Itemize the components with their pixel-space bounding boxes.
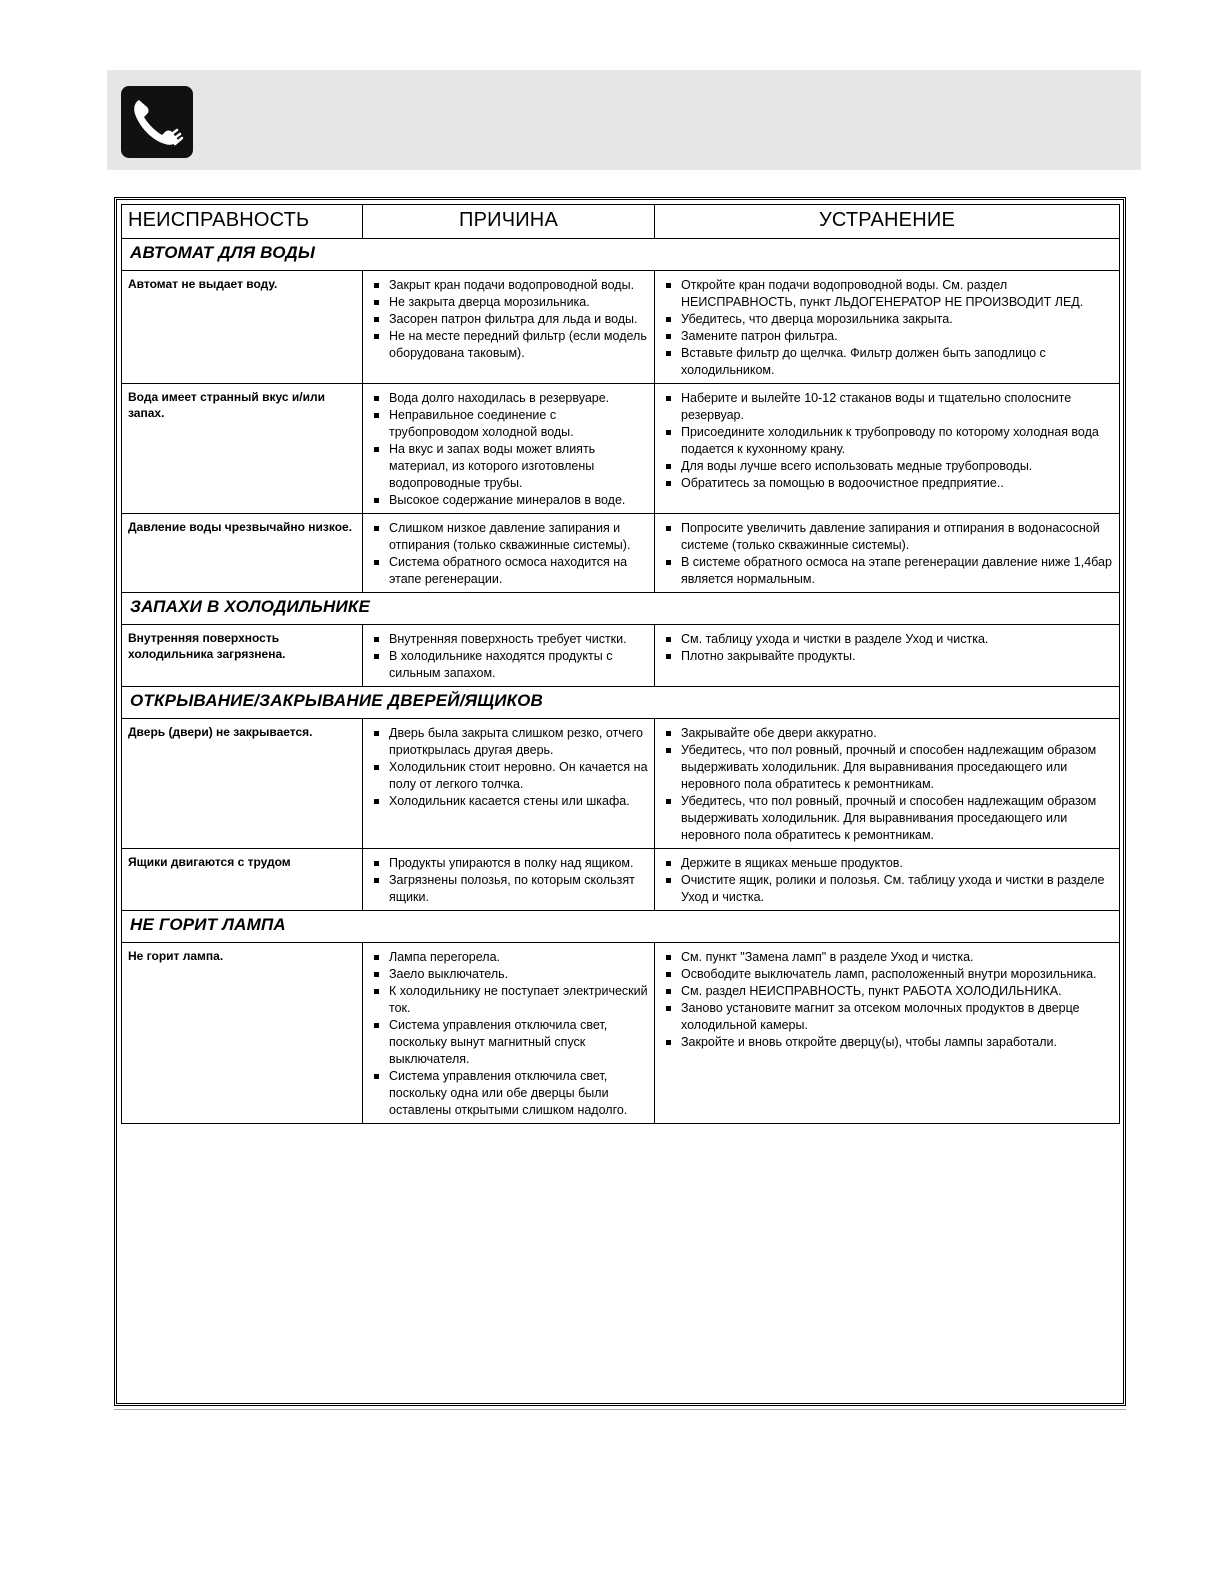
solution-list-item: Убедитесь, что пол ровный, прочный и способен надлежащим образом выдерживать холодильник. Для выравнивания проседающего или неровного пола обратитесь к ремонтникам. [663, 742, 1113, 793]
solution-cell [655, 384, 1120, 514]
cause-list-item: Внутренняя поверхность требует чистки. [371, 631, 648, 648]
cause-cell [363, 849, 655, 911]
cause-list [371, 390, 648, 509]
cause-list-item: Лампа перегорела. [371, 949, 648, 966]
problem-cell: Ящики двигаются с трудом [122, 849, 363, 911]
table-row [122, 849, 1120, 911]
cause-list-item: Холодильник касается стены или шкафа. [371, 793, 648, 810]
solution-list-item: См. таблицу ухода и чистки в разделе Уход и чистка. [663, 631, 1113, 648]
table-row [122, 625, 1120, 687]
problem-cell: Не горит лампа. [122, 943, 363, 1124]
cause-list-item: Система управления отключила свет, поскольку вынут магнитный спуск выключателя. [371, 1017, 648, 1068]
cause-list-item: Холодильник стоит неровно. Он качается на полу от легкого толчка. [371, 759, 648, 793]
header-band [107, 70, 1141, 170]
column-header-cause: ПРИЧИНА [363, 205, 655, 239]
problem-cell: Автомат не выдает воду. [122, 271, 363, 384]
troubleshooting-table-frame [114, 197, 1126, 1406]
solution-list [663, 725, 1113, 844]
table-row [122, 384, 1120, 514]
table-row [122, 271, 1120, 384]
solution-list-item: Закрывайте обе двери аккуратно. [663, 725, 1113, 742]
section-title: ОТКРЫВАНИЕ/ЗАКРЫВАНИЕ ДВЕРЕЙ/ЯЩИКОВ [122, 687, 1120, 719]
solution-list-item: Наберите и вылейте 10-12 стаканов воды и тщательно сполосните резервуар. [663, 390, 1113, 424]
solution-cell [655, 514, 1120, 593]
cause-list-item: Не на месте передний фильтр (если модель оборудована таковым). [371, 328, 648, 362]
cause-list [371, 725, 648, 810]
cause-list [371, 520, 648, 588]
section-row [122, 911, 1120, 943]
cause-cell [363, 384, 655, 514]
cause-list [371, 277, 648, 362]
cause-cell [363, 625, 655, 687]
table-body [122, 239, 1120, 1124]
cause-list-item: Дверь была закрыта слишком резко, отчего приоткрылась другая дверь. [371, 725, 648, 759]
solution-list-item: Закройте и вновь откройте дверцу(ы), чтобы лампы заработали. [663, 1034, 1113, 1051]
cause-list-item: Не закрыта дверца морозильника. [371, 294, 648, 311]
solution-list-item: Держите в ящиках меньше продуктов. [663, 855, 1113, 872]
solution-list-item: Убедитесь, что дверца морозильника закрыта. [663, 311, 1113, 328]
solution-list [663, 631, 1113, 665]
cause-list-item: Вода долго находилась в резервуаре. [371, 390, 648, 407]
problem-cell: Вода имеет странный вкус и/или запах. [122, 384, 363, 514]
section-title: НЕ ГОРИТ ЛАМПА [122, 911, 1120, 943]
cause-list-item: Продукты упираются в полку над ящиком. [371, 855, 648, 872]
solution-list-item: Убедитесь, что пол ровный, прочный и способен надлежащим образом выдерживать холодильник. Для выравнивания проседающего или неровного пола обратитесь к ремонтникам. [663, 793, 1113, 844]
solution-list-item: Заново установите магнит за отсеком молочных продуктов в дверце холодильной камеры. [663, 1000, 1113, 1034]
section-row [122, 239, 1120, 271]
cause-list [371, 855, 648, 906]
section-row [122, 687, 1120, 719]
solution-list-item: См. пункт "Замена ламп" в разделе Уход и чистка. [663, 949, 1113, 966]
solution-list-item: Откройте кран подачи водопроводной воды. См. раздел НЕИСПРАВНОСТЬ, пункт ЛЬДОГЕНЕРАТОР НЕ ПРОИЗВОДИТ ЛЕД. [663, 277, 1113, 311]
solution-list [663, 949, 1113, 1051]
solution-list [663, 520, 1113, 588]
section-row [122, 593, 1120, 625]
section-title: АВТОМАТ ДЛЯ ВОДЫ [122, 239, 1120, 271]
solution-list-item: Замените патрон фильтра. [663, 328, 1113, 345]
cause-cell [363, 943, 655, 1124]
table-header-row [122, 205, 1120, 239]
solution-list-item: Очистите ящик, ролики и полозья. См. таблицу ухода и чистки в разделе Уход и чистка. [663, 872, 1113, 906]
solution-list-item: В системе обратного осмоса на этапе регенерации давление ниже 1,4бар является нормальным. [663, 554, 1113, 588]
troubleshooting-table [121, 204, 1120, 1124]
solution-cell [655, 625, 1120, 687]
table-row [122, 514, 1120, 593]
cause-list-item: На вкус и запах воды может влиять материал, из которого изготовлены водопроводные трубы. [371, 441, 648, 492]
cause-list [371, 631, 648, 682]
cause-cell [363, 514, 655, 593]
cause-list-item: Закрыт кран подачи водопроводной воды. [371, 277, 648, 294]
phone-icon [121, 86, 193, 158]
solution-list [663, 277, 1113, 379]
solution-list-item: Вставьте фильтр до щелчка. Фильтр должен быть заподлицо с холодильником. [663, 345, 1113, 379]
cause-list-item: К холодильнику не поступает электрический ток. [371, 983, 648, 1017]
cause-list [371, 949, 648, 1119]
problem-cell: Дверь (двери) не закрывается. [122, 719, 363, 849]
problem-cell: Давление воды чрезвычайно низкое. [122, 514, 363, 593]
cause-list-item: Слишком низкое давление запирания и отпирания (только скважинные системы). [371, 520, 648, 554]
solution-list-item: См. раздел НЕИСПРАВНОСТЬ, пункт РАБОТА ХОЛОДИЛЬНИКА. [663, 983, 1113, 1000]
solution-list-item: Попросите увеличить давление запирания и отпирания в водонасосной системе (только скважинные системы). [663, 520, 1113, 554]
cause-list-item: Засорен патрон фильтра для льда и воды. [371, 311, 648, 328]
cause-list-item: Система обратного осмоса находится на этапе регенерации. [371, 554, 648, 588]
cause-list-item: Заело выключатель. [371, 966, 648, 983]
solution-cell [655, 719, 1120, 849]
cause-list-item: В холодильнике находятся продукты с сильным запахом. [371, 648, 648, 682]
solution-list-item: Для воды лучше всего использовать медные трубопроводы. [663, 458, 1113, 475]
cause-cell [363, 719, 655, 849]
table-row [122, 943, 1120, 1124]
cause-list-item: Система управления отключила свет, поскольку одна или обе дверцы были оставлены открытыми слишком надолго. [371, 1068, 648, 1119]
solution-list [663, 855, 1113, 906]
column-header-problem: НЕИСПРАВНОСТЬ [122, 205, 363, 239]
solution-cell [655, 943, 1120, 1124]
section-title: ЗАПАХИ В ХОЛОДИЛЬНИКЕ [122, 593, 1120, 625]
solution-list-item: Плотно закрывайте продукты. [663, 648, 1113, 665]
solution-list-item: Освободите выключатель ламп, расположенный внутри морозильника. [663, 966, 1113, 983]
cause-list-item: Неправильное соединение с трубопроводом холодной воды. [371, 407, 648, 441]
solution-list-item: Обратитесь за помощью в водоочистное предприятие.. [663, 475, 1113, 492]
solution-cell [655, 271, 1120, 384]
footer-rule [114, 1409, 1126, 1410]
column-header-solution: УСТРАНЕНИЕ [655, 205, 1120, 239]
cause-list-item: Загрязнены полозья, по которым скользят ящики. [371, 872, 648, 906]
cause-list-item: Высокое содержание минералов в воде. [371, 492, 648, 509]
table-row [122, 719, 1120, 849]
problem-cell: Внутренняя поверхность холодильника загрязнена. [122, 625, 363, 687]
solution-cell [655, 849, 1120, 911]
solution-list-item: Присоедините холодильник к трубопроводу по которому холодная вода подается к кухонному крану. [663, 424, 1113, 458]
solution-list [663, 390, 1113, 492]
cause-cell [363, 271, 655, 384]
